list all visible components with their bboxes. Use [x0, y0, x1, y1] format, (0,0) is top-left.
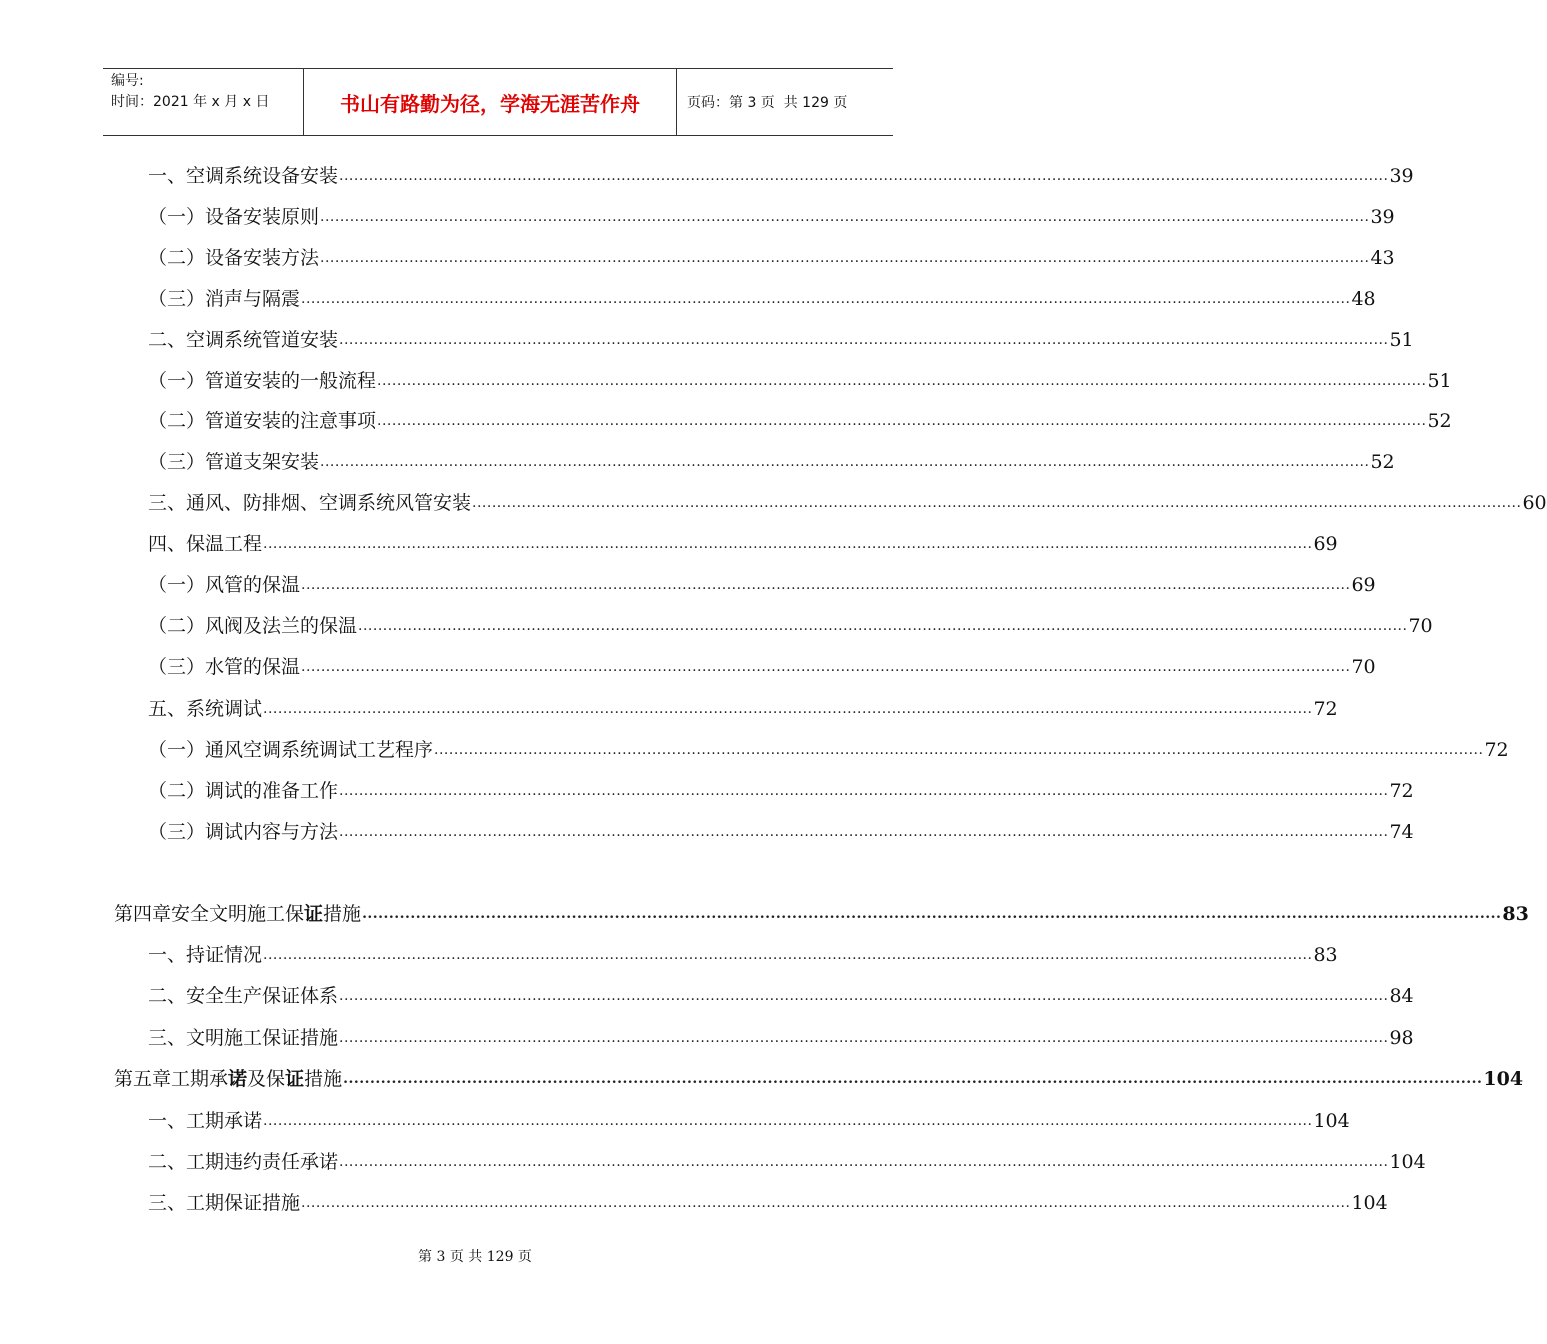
toc-entry[interactable] — [148, 732, 1509, 762]
toc-entry-page: 51 — [1427, 370, 1452, 392]
toc-chapter-4[interactable] — [114, 896, 1529, 926]
chapter-title-part: 诺 — [228, 1068, 248, 1090]
toc-entry-page: 52 — [1427, 410, 1452, 432]
toc-entry-page: 72 — [1389, 780, 1414, 802]
toc-entry-title: （一）风管的保温 — [148, 574, 301, 596]
toc-entry-title: （三）调试内容与方法 — [148, 821, 339, 843]
toc-entry-title: 三、工期保证措施 — [148, 1192, 301, 1214]
chapter-title-part: 工期承 — [171, 1068, 229, 1090]
toc-leader-dots: .................................................................................................................................................................................................................... — [377, 373, 1427, 389]
toc-entry[interactable] — [148, 444, 1395, 474]
toc-entry-title: 二、安全生产保证体系 — [148, 985, 339, 1007]
toc-leader-dots: .................................................................................................................................................................................................................... — [263, 1113, 1313, 1129]
toc-entry[interactable] — [148, 608, 1433, 638]
toc-leader-dots: .................................................................................................................................................................................................................... — [377, 413, 1427, 429]
toc-leader-dots: .................................................................................................................................................................................................................... — [339, 824, 1389, 840]
toc-entry-page: 43 — [1370, 247, 1395, 269]
toc-entry[interactable] — [148, 567, 1376, 597]
toc-leader-dots: .................................................................................................................................................................................................................... — [339, 168, 1389, 184]
toc-entry[interactable] — [148, 363, 1452, 393]
header-page-info — [677, 69, 893, 135]
toc-entry-title: （一）通风空调系统调试工艺程序 — [148, 739, 434, 761]
toc-leader-dots: .................................................................................................................................................................................................................... — [339, 988, 1389, 1004]
page-header — [103, 68, 893, 136]
toc-entry-page: 72 — [1313, 698, 1338, 720]
chapter-title-part: 及保 — [247, 1068, 286, 1090]
toc-leader-dots: .................................................................................................................................................................................................................... — [263, 536, 1313, 552]
toc-entry-page: 104 — [1313, 1110, 1350, 1132]
toc-entry[interactable] — [148, 1020, 1414, 1050]
toc-entry[interactable] — [148, 649, 1376, 679]
toc-entry-title: 五、系统调试 — [148, 698, 263, 720]
toc-entry-title: 三、通风、防排烟、空调系统风管安装 — [148, 492, 472, 514]
toc-entry-title: 二、工期违约责任承诺 — [148, 1151, 339, 1173]
toc-entry-title: （二）管道安装的注意事项 — [148, 410, 377, 432]
toc-entry-page: 83 — [1502, 903, 1529, 925]
chapter-title-part: 措施 — [304, 1068, 343, 1090]
toc-chapter-5[interactable] — [114, 1061, 1524, 1091]
toc-entry-page: 84 — [1389, 985, 1414, 1007]
chapter-title-part: 证 — [285, 1068, 305, 1090]
toc-leader-dots: .................................................................................................................................................................................................................... — [263, 701, 1313, 717]
chapter-prefix: 第四章 — [114, 903, 172, 925]
chapter-title-part: 措施 — [323, 903, 362, 925]
toc-entry[interactable] — [148, 773, 1414, 803]
toc-entry-title: （一）设备安装原则 — [148, 206, 320, 228]
toc-leader-dots: .................................................................................................................................................................................................................... — [339, 783, 1389, 799]
header-motto: 书山有路勤为径，学海无涯苦作舟 — [303, 69, 677, 135]
toc-leader-dots: .................................................................................................................................................................................................................... — [358, 618, 1408, 634]
toc-entry-page: 51 — [1389, 329, 1414, 351]
toc-leader-dots: .................................................................................................................................................................................................................... — [472, 495, 1522, 511]
toc-entry[interactable] — [148, 485, 1547, 515]
toc-leader-dots: .................................................................................................................................................................................................................... — [320, 209, 1370, 225]
toc-entry[interactable] — [148, 1185, 1388, 1215]
toc-leader-dots: .................................................................................................................................................................................................................... — [339, 332, 1389, 348]
chapter-prefix: 第五章 — [114, 1068, 172, 1090]
toc-entry-page: 104 — [1483, 1068, 1524, 1090]
toc-leader-dots: .................................................................................................................................................................................................................... — [301, 659, 1351, 675]
toc-entry-title: （三）管道支架安装 — [148, 451, 320, 473]
toc-entry[interactable] — [148, 1144, 1426, 1174]
toc-entry-page: 83 — [1313, 944, 1338, 966]
toc-leader-dots: .................................................................................................................................................................................................................... — [320, 454, 1370, 470]
toc-entry-title: 一、空调系统设备安装 — [148, 165, 339, 187]
page-info-text: 页码：第 3 页 共 129 页 — [687, 95, 848, 111]
toc-entry-page: 70 — [1408, 615, 1433, 637]
toc-entry-page: 72 — [1484, 739, 1509, 761]
toc-entry-page: 69 — [1313, 533, 1338, 555]
page-footer: 第 3 页 共 129 页 — [418, 1249, 532, 1265]
toc-leader-dots: .................................................................................................................................................................................................................... — [320, 250, 1370, 266]
toc-entry[interactable] — [148, 322, 1414, 352]
toc-leader-dots: .................................................................................................................................................................................................................... — [434, 742, 1484, 758]
chapter-title-part: 安全文明施工保 — [171, 903, 305, 925]
date-label: 时间：2021 年 x 月 x 日 — [111, 94, 270, 110]
toc-entry-page: 39 — [1389, 165, 1414, 187]
toc-leader-dots: .................................................................................................................................................................................................................... — [343, 1071, 1483, 1087]
toc-entry-page: 69 — [1351, 574, 1376, 596]
toc-entry[interactable] — [148, 978, 1414, 1008]
toc-entry[interactable] — [148, 281, 1376, 311]
header-meta — [103, 69, 303, 135]
toc-leader-dots: .................................................................................................................................................................................................................... — [301, 291, 1351, 307]
document-number-label: 编号: — [111, 73, 144, 89]
toc-entry-page: 48 — [1351, 288, 1376, 310]
toc-entry-title: （一）管道安装的一般流程 — [148, 370, 377, 392]
toc-entry-title: 一、工期承诺 — [148, 1110, 263, 1132]
toc-leader-dots: .................................................................................................................................................................................................................... — [263, 947, 1313, 963]
toc-entry-title: （二）设备安装方法 — [148, 247, 320, 269]
toc-entry-page: 104 — [1351, 1192, 1388, 1214]
toc-entry[interactable] — [148, 158, 1414, 188]
toc-entry[interactable] — [148, 199, 1395, 229]
toc-entry-title: 四、保温工程 — [148, 533, 263, 555]
toc-entry-title: （二）风阀及法兰的保温 — [148, 615, 358, 637]
toc-entry[interactable] — [148, 937, 1338, 967]
toc-entry[interactable] — [148, 814, 1414, 844]
toc-entry-title: 一、持证情况 — [148, 944, 263, 966]
toc-entry-title: （三）消声与隔震 — [148, 288, 301, 310]
toc-entry[interactable] — [148, 403, 1452, 433]
toc-entry-page: 60 — [1522, 492, 1547, 514]
toc-leader-dots: .................................................................................................................................................................................................................... — [301, 1195, 1351, 1211]
chapter-title-part: 证 — [304, 903, 324, 925]
toc-entry-title: 二、空调系统管道安装 — [148, 329, 339, 351]
toc-entry-title: （三）水管的保温 — [148, 656, 301, 678]
toc-entry-page: 70 — [1351, 656, 1376, 678]
toc-entry-page: 52 — [1370, 451, 1395, 473]
toc-entry[interactable] — [148, 691, 1338, 721]
toc-entry-page: 98 — [1389, 1027, 1414, 1049]
toc-entry-title: （二）调试的准备工作 — [148, 780, 339, 802]
toc-leader-dots: .................................................................................................................................................................................................................... — [301, 577, 1351, 593]
toc-entry[interactable] — [148, 526, 1338, 556]
toc-leader-dots: .................................................................................................................................................................................................................... — [339, 1154, 1389, 1170]
toc-entry-page: 74 — [1389, 821, 1414, 843]
toc-entry[interactable] — [148, 1103, 1350, 1133]
toc-leader-dots: .................................................................................................................................................................................................................... — [362, 906, 1502, 922]
toc-leader-dots: .................................................................................................................................................................................................................... — [339, 1030, 1389, 1046]
toc-entry-page: 104 — [1389, 1151, 1426, 1173]
toc-entry-page: 39 — [1370, 206, 1395, 228]
toc-entry-title: 三、文明施工保证措施 — [148, 1027, 339, 1049]
toc-entry[interactable] — [148, 240, 1395, 270]
